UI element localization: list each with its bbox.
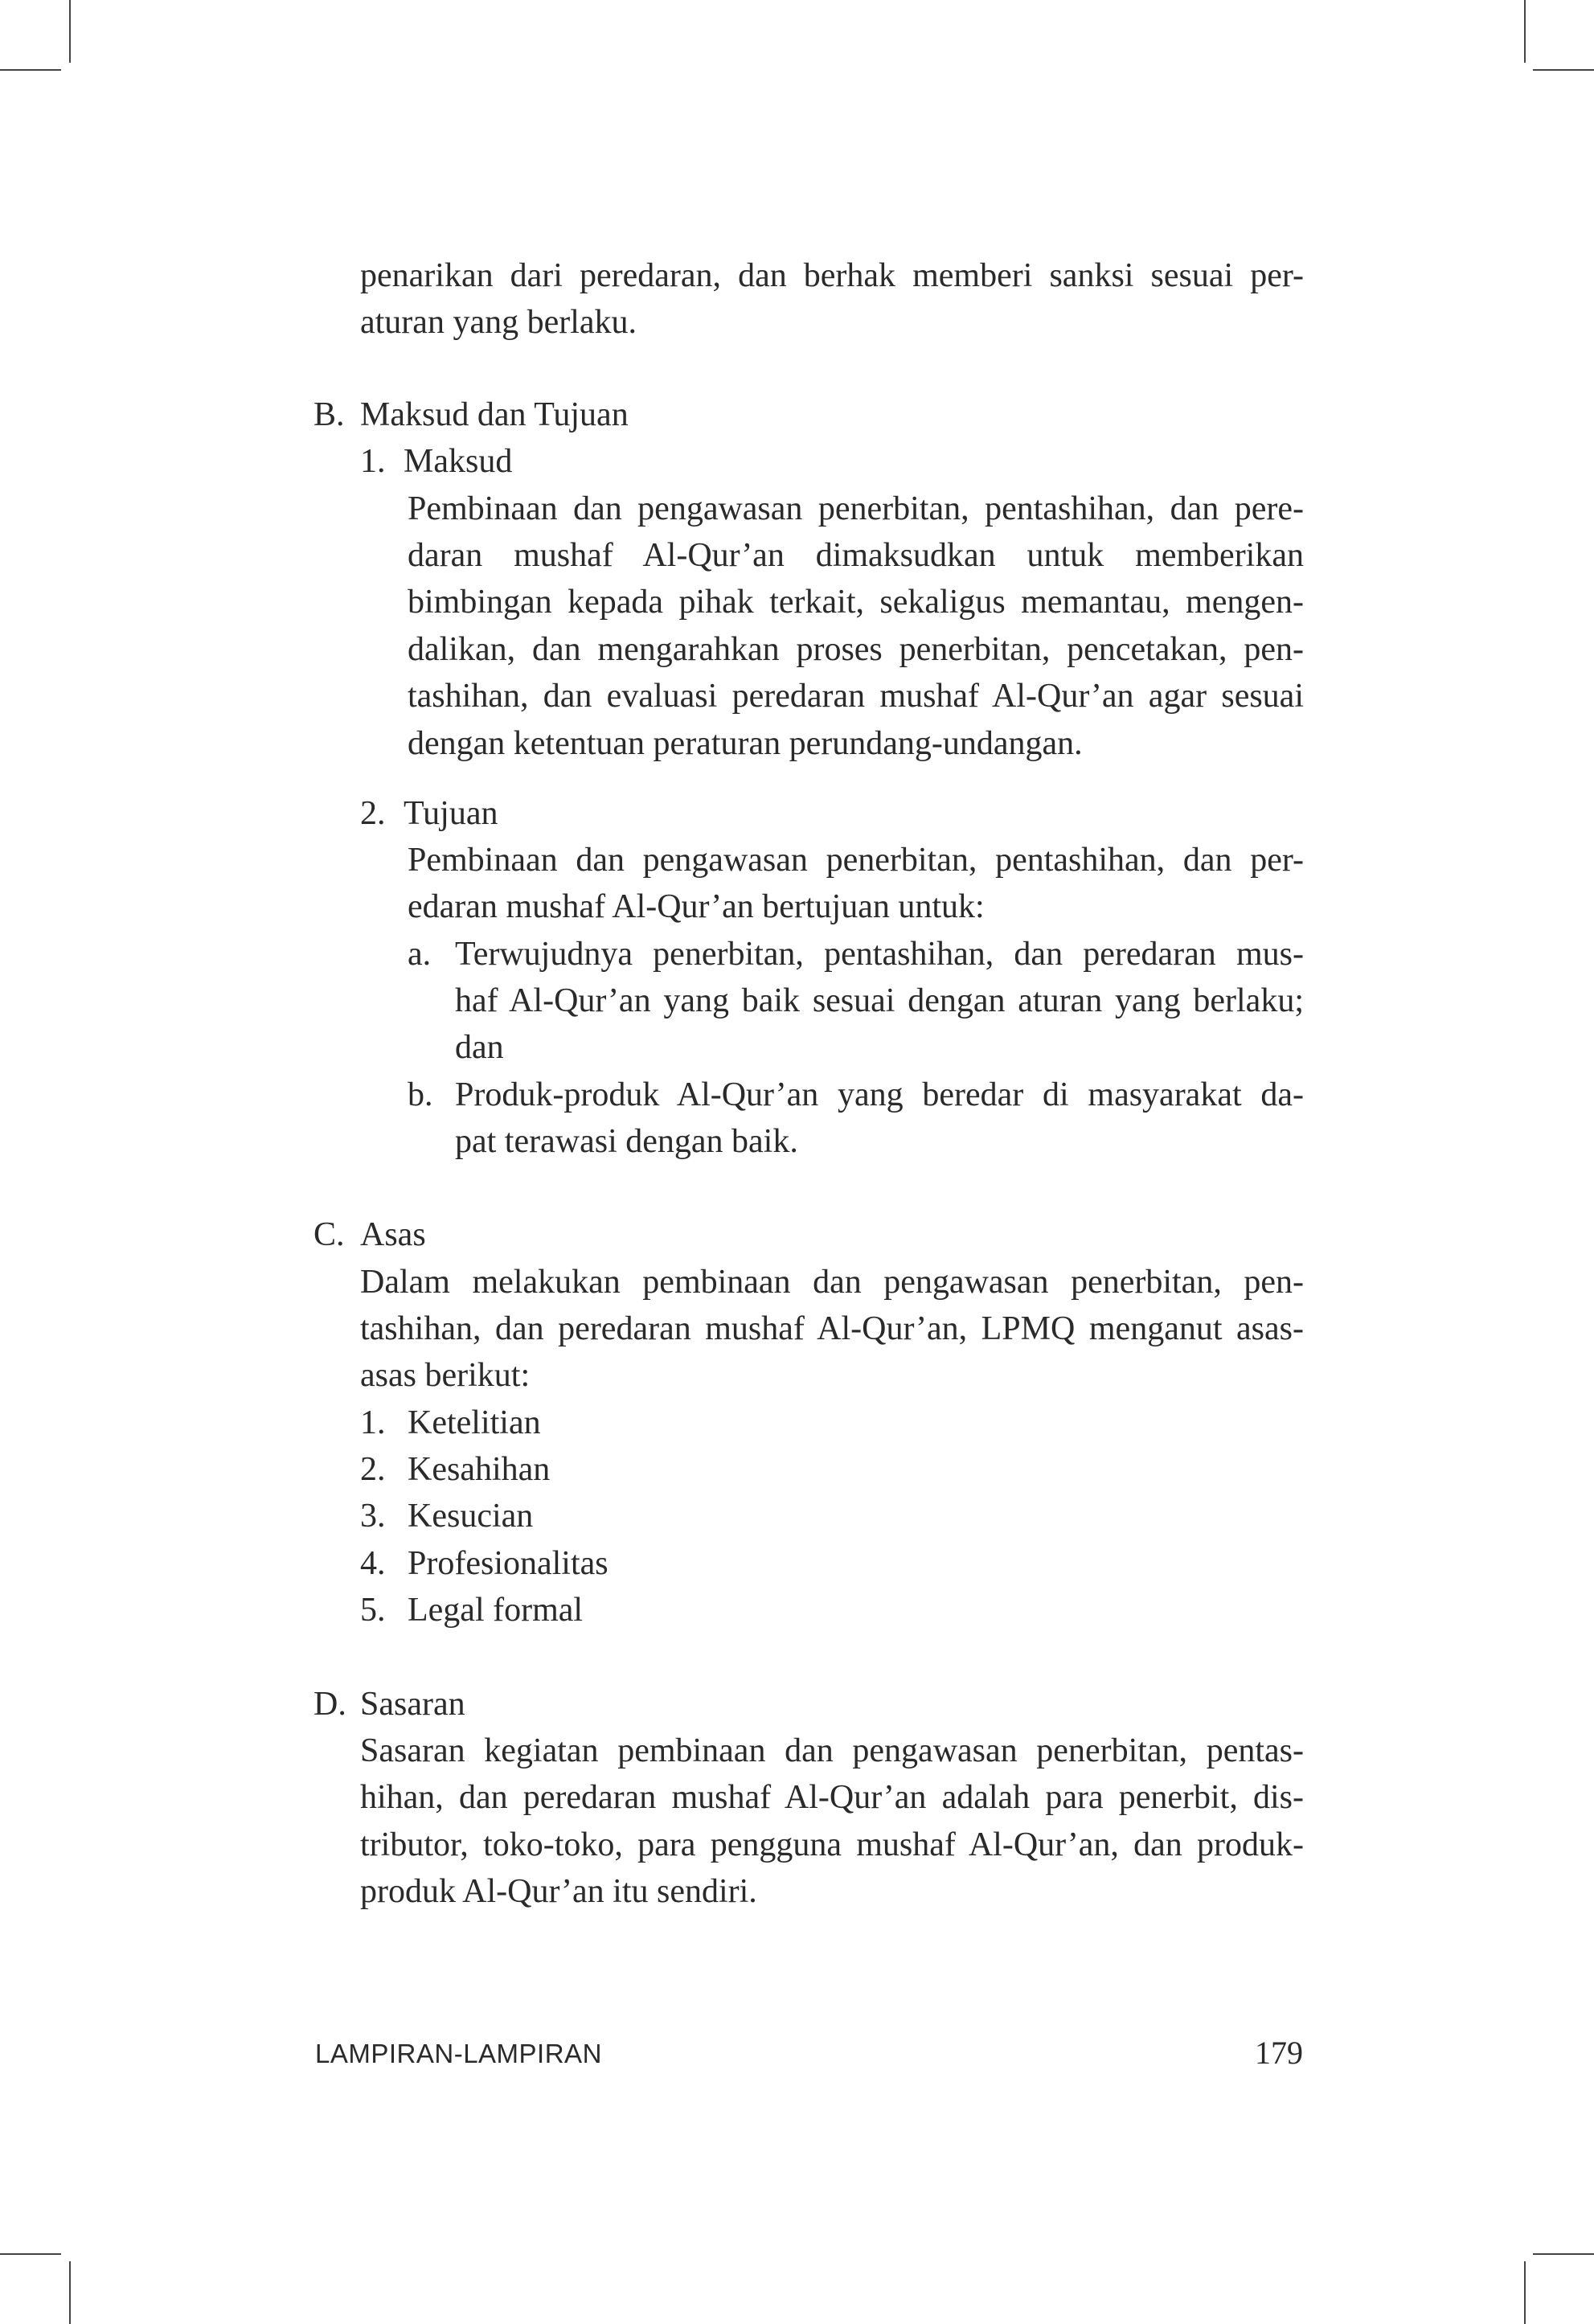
asas-line: asas berikut:	[360, 1357, 531, 1394]
crop-mark-top-left-horizontal	[0, 69, 61, 71]
asas-list-item: Kesucian	[408, 1498, 534, 1535]
sasaran-line: hihan, dan peredaran mushaf Al-Qur’an adalah para penerbit, dis-	[360, 1779, 1304, 1816]
maksud-line: daran mushaf Al-Qur’an dimaksudkan untuk memberikan	[408, 537, 1304, 574]
tujuan-item-a-line: haf Al-Qur’an yang baik sesuai dengan aturan yang berlaku;	[455, 982, 1304, 1019]
tujuan-line: edaran mushaf Al-Qur’an bertujuan untuk:	[408, 888, 985, 925]
asas-list-item: Ketelitian	[408, 1404, 541, 1441]
crop-mark-bottom-left-vertical	[69, 2261, 71, 2324]
asas-list-item: Profesionalitas	[408, 1545, 609, 1582]
crop-mark-top-right-horizontal	[1533, 69, 1594, 71]
crop-mark-bottom-left-horizontal	[0, 2253, 61, 2255]
crop-mark-top-right-vertical	[1524, 0, 1526, 63]
maksud-line: bimbingan kepada pihak terkait, sekaligus memantau, mengen-	[408, 584, 1304, 621]
tujuan-item-b-line: pat terawasi dengan baik.	[455, 1123, 798, 1160]
section-b1-marker: 1.	[360, 443, 386, 480]
section-d-title: Sasaran	[360, 1686, 465, 1723]
tujuan-item-b-marker: b.	[408, 1076, 433, 1113]
maksud-line: dalikan, dan mengarahkan proses penerbitan, pencetakan, pen-	[408, 631, 1304, 668]
page-number: 179	[1255, 2035, 1303, 2071]
running-footer-title: LAMPIRAN-LAMPIRAN	[315, 2039, 602, 2068]
asas-list-marker: 4.	[360, 1545, 386, 1582]
section-b-marker: B.	[313, 396, 345, 433]
intro-line: aturan yang berlaku.	[360, 304, 637, 341]
maksud-line: dengan ketentuan peraturan perundang-undangan.	[408, 725, 1083, 762]
section-c-marker: C.	[313, 1216, 345, 1253]
asas-list-item: Legal formal	[408, 1592, 584, 1629]
crop-mark-bottom-right-vertical	[1524, 2261, 1526, 2324]
section-b-title: Maksud dan Tujuan	[360, 396, 629, 433]
tujuan-item-a-line: dan	[455, 1029, 504, 1066]
maksud-line: tashihan, dan evaluasi peredaran mushaf Al-Qur’an agar sesuai	[408, 678, 1304, 715]
crop-mark-top-left-vertical	[69, 0, 71, 63]
asas-list-marker: 2.	[360, 1451, 386, 1488]
crop-mark-bottom-right-horizontal	[1533, 2253, 1594, 2255]
intro-line: penarikan dari peredaran, dan berhak memberi sanksi sesuai per-	[360, 257, 1304, 294]
section-d-marker: D.	[313, 1686, 346, 1723]
asas-line: Dalam melakukan pembinaan dan pengawasan penerbitan, pen-	[360, 1264, 1304, 1301]
asas-list-marker: 1.	[360, 1404, 386, 1441]
section-b1-title: Maksud	[404, 443, 513, 480]
section-b2-title: Tujuan	[404, 795, 498, 832]
asas-list-marker: 5.	[360, 1592, 386, 1629]
tujuan-item-a-marker: a.	[408, 936, 432, 973]
sasaran-line: tributor, toko-toko, para pengguna mushaf Al-Qur’an, dan produk-	[360, 1826, 1304, 1863]
asas-list-item: Kesahihan	[408, 1451, 551, 1488]
asas-list-marker: 3.	[360, 1498, 386, 1535]
section-c-title: Asas	[360, 1216, 426, 1253]
tujuan-line: Pembinaan dan pengawasan penerbitan, pentashihan, dan per-	[408, 842, 1304, 879]
tujuan-item-b-line: Produk-produk Al-Qur’an yang beredar di masyarakat da-	[455, 1076, 1304, 1113]
section-b2-marker: 2.	[360, 795, 386, 832]
sasaran-line: produk Al-Qur’an itu sendiri.	[360, 1873, 757, 1910]
asas-line: tashihan, dan peredaran mushaf Al-Qur’an, LPMQ menganut asas-	[360, 1310, 1304, 1347]
sasaran-line: Sasaran kegiatan pembinaan dan pengawasan penerbitan, pentas-	[360, 1732, 1304, 1769]
maksud-line: Pembinaan dan pengawasan penerbitan, pentashihan, dan pere-	[408, 490, 1304, 527]
tujuan-item-a-line: Terwujudnya penerbitan, pentashihan, dan peredaran mus-	[455, 936, 1304, 973]
